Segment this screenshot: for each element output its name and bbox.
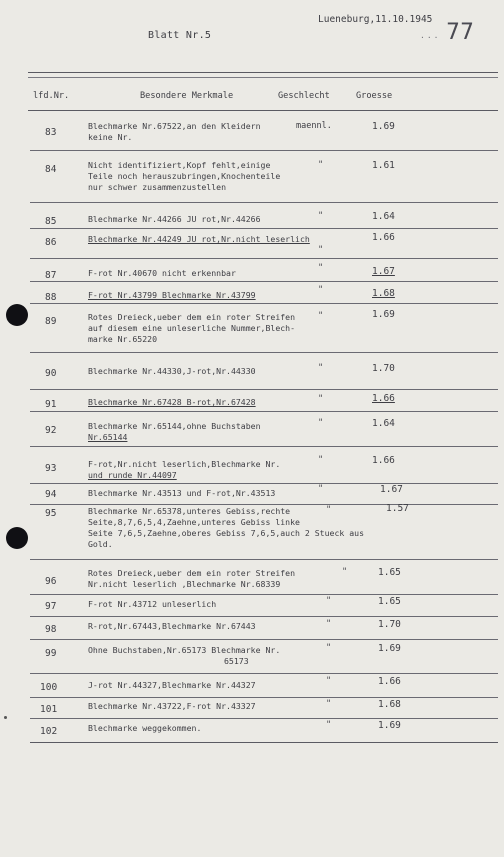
row-102-size: 1.69: [378, 720, 401, 731]
row-87-number: 87: [45, 270, 57, 281]
row-99-text: Ohne Buchstaben,Nr.65173 Blechmarke Nr. 65173: [88, 645, 281, 666]
row-96-number: 96: [45, 576, 57, 587]
col-features-header: Besondere Merkmale: [140, 91, 234, 101]
row-94-number: 94: [45, 489, 57, 500]
row-95-number: 95: [45, 508, 57, 519]
row-97-size: 1.65: [378, 596, 401, 607]
row-102-rule: [30, 742, 498, 743]
row-84-text: Nicht identifiziert,Kopf fehlt,einige Teile noch herauszubringen,Knochenteile nur schwer zusammenzustellen: [88, 160, 281, 192]
row-92-number: 92: [45, 425, 57, 436]
row-100-text: J-rot Nr.44327,Blechmarke Nr.44327: [88, 680, 256, 690]
row-96-rule: [30, 594, 498, 595]
row-101-number: 101: [40, 704, 58, 715]
row-97-text: F-rot Nr.43712 unleserlich: [88, 599, 217, 609]
header-rule: [28, 110, 498, 111]
row-85-sex: ": [318, 211, 324, 221]
sheet-label: Blatt Nr.5: [148, 30, 212, 41]
row-87-text: F-rot Nr.40670 nicht erkennbar: [88, 268, 236, 278]
row-92-rule: [30, 446, 498, 447]
row-89-sex: ": [318, 311, 324, 321]
row-91-sex: ": [318, 394, 324, 404]
row-85-rule: [30, 228, 498, 229]
row-96-sex: ": [342, 567, 348, 577]
row-91-rule: [30, 411, 498, 412]
row-92-text: Blechmarke Nr.65144,ohne Buchstaben Nr.65144: [88, 421, 261, 442]
row-93-rule: [30, 483, 498, 484]
row-101-size: 1.68: [378, 699, 401, 710]
row-85-text: Blechmarke Nr.44266 JU rot,Nr.44266: [88, 214, 261, 224]
row-88-size: 1.68: [372, 288, 395, 299]
row-84-rule: [30, 202, 498, 203]
page-number: 77: [446, 20, 474, 45]
row-86-size: 1.66: [372, 232, 395, 243]
row-86-number: 86: [45, 237, 57, 248]
punch-hole-lower: [6, 527, 28, 549]
row-96-size: 1.65: [378, 567, 401, 578]
row-90-size: 1.70: [372, 363, 395, 374]
row-93-sex: ": [318, 455, 324, 465]
row-99-size: 1.69: [378, 643, 401, 654]
row-93-text: F-rot,Nr.nicht leserlich,Blechmarke Nr. und runde Nr.44097: [88, 459, 281, 480]
row-99-sex: ": [326, 643, 332, 653]
row-95-size: 1.57: [386, 503, 409, 514]
row-93-number: 93: [45, 463, 57, 474]
row-90-text: Blechmarke Nr.44330,J-rot,Nr.44330: [88, 366, 256, 376]
row-94-text: Blechmarke Nr.43513 und F-rot,Nr.43513: [88, 488, 276, 498]
row-97-rule: [30, 616, 498, 617]
row-95-text: Blechmarke Nr.65378,unteres Gebiss,rechte Seite,8,7,6,5,4,Zaehne,unteres Gebiss linke Seite 7,6,5,Zaehne,oberes Gebiss 7,6,5,auch 2 Stueck aus Gold.: [88, 506, 365, 549]
row-90-rule: [30, 389, 498, 390]
row-87-sex: ": [318, 263, 324, 273]
row-101-text: Blechmarke Nr.43722,F-rot Nr.43327: [88, 701, 256, 711]
row-85-number: 85: [45, 216, 57, 227]
top-rule: [28, 72, 498, 73]
row-98-text: R-rot,Nr.67443,Blechmarke Nr.67443: [88, 621, 256, 631]
row-84-sex: ": [318, 160, 324, 170]
top-rule-thin: [28, 77, 498, 78]
row-90-number: 90: [45, 368, 57, 379]
row-98-size: 1.70: [378, 619, 401, 630]
row-86-text: Blechmarke Nr.44249 JU rot,Nr.nicht leserlich: [88, 234, 310, 244]
row-88-number: 88: [45, 292, 57, 303]
row-98-rule: [30, 639, 498, 640]
row-97-number: 97: [45, 601, 57, 612]
punch-hole: [6, 304, 28, 326]
row-100-sex: ": [326, 676, 332, 686]
row-88-rule: [30, 303, 498, 304]
row-96-text: Rotes Dreieck,ueber dem ein roter Streifen Nr.nicht leserlich ,Blechmarke Nr.68339: [88, 568, 296, 589]
col-size-header: Groesse: [356, 91, 393, 101]
row-100-rule: [30, 697, 498, 698]
row-84-size: 1.61: [372, 160, 395, 171]
row-102-number: 102: [40, 726, 58, 737]
row-95-sex: ": [326, 505, 332, 515]
row-100-number: 100: [40, 682, 58, 693]
row-92-size: 1.64: [372, 418, 395, 429]
row-91-text: Blechmarke Nr.67428 B-rot,Nr.67428: [88, 397, 256, 407]
row-92-sex: ": [318, 418, 324, 428]
row-90-sex: ": [318, 363, 324, 373]
row-87-size: 1.67: [372, 266, 395, 277]
row-83-rule: [30, 150, 498, 151]
row-101-sex: ": [326, 699, 332, 709]
row-91-size: 1.66: [372, 393, 395, 404]
col-number-header: lfd.Nr.: [33, 91, 70, 101]
margin-speck: [4, 716, 7, 719]
row-94-size: 1.67: [380, 484, 403, 495]
row-85-size: 1.64: [372, 211, 395, 222]
row-95-rule: [30, 559, 498, 560]
row-91-number: 91: [45, 399, 57, 410]
row-97-sex: ": [326, 596, 332, 606]
row-102-text: Blechmarke weggekommen.: [88, 723, 202, 733]
row-89-number: 89: [45, 316, 57, 327]
col-sex-header: Geschlecht: [278, 91, 330, 101]
row-84-number: 84: [45, 164, 57, 175]
row-102-sex: ": [326, 720, 332, 730]
row-94-rule: [30, 504, 498, 505]
row-94-sex: ": [318, 484, 324, 494]
row-100-size: 1.66: [378, 676, 401, 687]
row-99-number: 99: [45, 648, 57, 659]
place-date: Lueneburg,11.10.1945: [318, 14, 433, 25]
row-99-rule: [30, 673, 498, 674]
page-stamp: ...: [420, 31, 441, 40]
row-86-rule: [30, 258, 498, 259]
row-86-sex: ": [318, 245, 324, 255]
row-98-number: 98: [45, 624, 57, 635]
row-89-text: Rotes Dreieck,ueber dem ein roter Streifen auf diesem eine unleserliche Nummer,Blech- marke Nr.65220: [88, 312, 296, 344]
row-88-sex: ": [318, 285, 324, 295]
row-83-text: Blechmarke Nr.67522,an den Kleidern keine Nr.: [88, 121, 261, 142]
row-98-sex: ": [326, 619, 332, 629]
row-89-size: 1.69: [372, 309, 395, 320]
row-83-size: 1.69: [372, 121, 395, 132]
row-93-size: 1.66: [372, 455, 395, 466]
row-83-sex: maennl.: [296, 121, 332, 131]
row-83-number: 83: [45, 127, 57, 138]
row-89-rule: [30, 352, 498, 353]
row-88-text: F-rot Nr.43799 Blechmarke Nr.43799: [88, 290, 256, 300]
row-87-rule: [30, 281, 498, 282]
row-101-rule: [30, 718, 498, 719]
